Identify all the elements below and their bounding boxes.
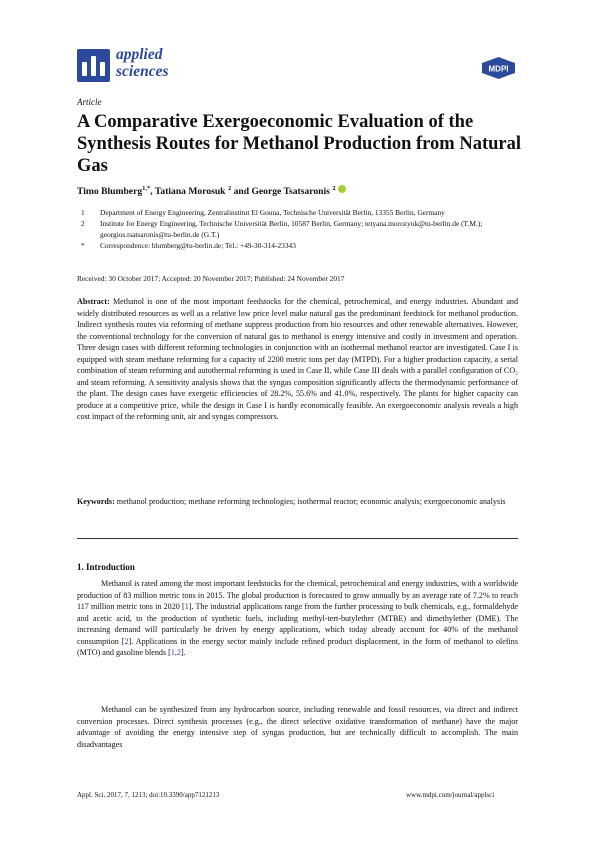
- author-list: Timo Blumberg$^{1,*}$, Tatiana Morosuk $^2$ and George Tsatsaronis $^2$: [77, 185, 346, 197]
- article-type: Article: [77, 97, 102, 107]
- journal-name: applied sciences: [116, 46, 169, 80]
- section-heading: 1. Introduction: [77, 562, 135, 572]
- footer-citation: Appl. Sci. 2017, 7, 1213; doi:10.3390/app7121213: [77, 791, 220, 799]
- affiliation-item: 2 Institute for Energy Engineering, Technische Universität Berlin, 10587 Berlin, Germany; tetyana.morozyuk@tu-berlin.de (T.M.); georgios.tsatsaronis@tu-berlin.de (G.T.): [81, 219, 483, 239]
- journal-logo-icon: [77, 49, 110, 82]
- author-name[interactable]: George Tsatsaronis: [251, 186, 330, 198]
- abstract-label: Abstract:: [77, 297, 110, 306]
- paper-title: A Comparative Exergoeconomic Evaluation of the Synthesis Routes for Methanol Production from Natural Gas: [77, 112, 521, 176]
- citation-link[interactable]: 1: [184, 602, 189, 611]
- abstract-text: Methanol is one of the most important feedstocks for the chemical, petrochemical, and energy industries. Abundant and widely distributed resources as well as a relative low price level make natural gas the predominant feedstock for methanol production. Indirect synthesis routes via reforming of methane suppress production from bio resources and other renewable alternatives. However, the conventional technology for the conversion of natural gas to methanol is energy intensive and costly in investment and operation. Three design cases with different reforming technologies in conjunction with an isothermal methanol reactor are investigated. Case I is equipped with steam methane reforming for a capacity of 2200 metric tons per day (MTPD). For a higher production capacity, a serial combination of steam reforming and autothermal reforming is used in Case II, while Case III deals with a parallel configuration of CO₂ and steam reforming. A sensitivity analysis shows that the syngas composition significantly affects the thermodynamic performance of the plant. The design cases have exergetic efficiencies of 28.2%, 55.6% and 41.0%, respectively. The plants for higher capacity can produce at a competitive price, while the design in Case I is hardly economically feasible. An exergoeconomic analysis reveals a high cost impact of the reforming unit, air and syngas compressors.: [77, 297, 519, 421]
- section-divider: [77, 538, 518, 539]
- keywords-text: methanol production; methane reforming technologies; isothermal reactor; economic analysis; exergoeconomic analysis: [116, 497, 506, 506]
- footer-url[interactable]: www.mdpi.com/journal/applsci: [406, 791, 495, 799]
- citation-link[interactable]: 1,2: [170, 648, 181, 657]
- svg-text:MDPI: MDPI: [488, 64, 509, 74]
- affiliation-item: * Correspondence: blumberg@tu-berlin.de; Tel.: +49-30-314-23343: [81, 241, 296, 250]
- author-name[interactable]: Tatiana Morosuk: [154, 186, 226, 198]
- keywords-label: Keywords:: [77, 497, 115, 506]
- author-name[interactable]: Timo Blumberg: [77, 186, 143, 198]
- keywords: [77, 496, 518, 508]
- affiliations: [77, 207, 527, 251]
- affiliation-item: 1 Department of Energy Engineering, Zentralinstitut El Gouna, Technische Universität Berlin, 13355 Berlin, Germany: [81, 208, 445, 217]
- body-paragraph: Methanol is rated among the most important feedstocks for the chemical, petrochemical and energy industries, with a worldwide production of 83 million metric tons in 2015. The global production is forecasted to grow annually by an average rate of 7.2% to reach 117 million metric tons in 2020 [1]. The industrial applications range from the further processing to bulk chemicals, e.g., formaldehyde and acetic acid, to the production of synthetic fuels, including methyl-tert-butylether (MTBE) and dimethylether (DME). The increasing demand will particularly be driven by energy applications, which today already account for 40% of the methanol consumption [2]. Applications in the energy sector mainly include refined product displacement, in the form of methanol to olefins (MTO) and gasoline blends [1,2].: [77, 579, 518, 657]
- mdpi-logo-icon: [482, 57, 515, 79]
- orcid-icon[interactable]: [338, 185, 346, 193]
- body-paragraph: Methanol can be synthesized from any hydrocarbon source, including renewable and fossil resources, via direct and indirect conversion processes. Direct synthesis processes (e.g., the direct selective oxidative transformation of methane) have the major advantage of avoiding the energy intensive step of syngas production, but are technically difficult to accomplish. The main disadvantages: [77, 705, 518, 749]
- abstract: [77, 296, 518, 423]
- publication-dates: Received: 30 October 2017; Accepted: 20 November 2017; Published: 24 November 2017: [77, 274, 345, 283]
- citation-link[interactable]: 2: [124, 636, 129, 646]
